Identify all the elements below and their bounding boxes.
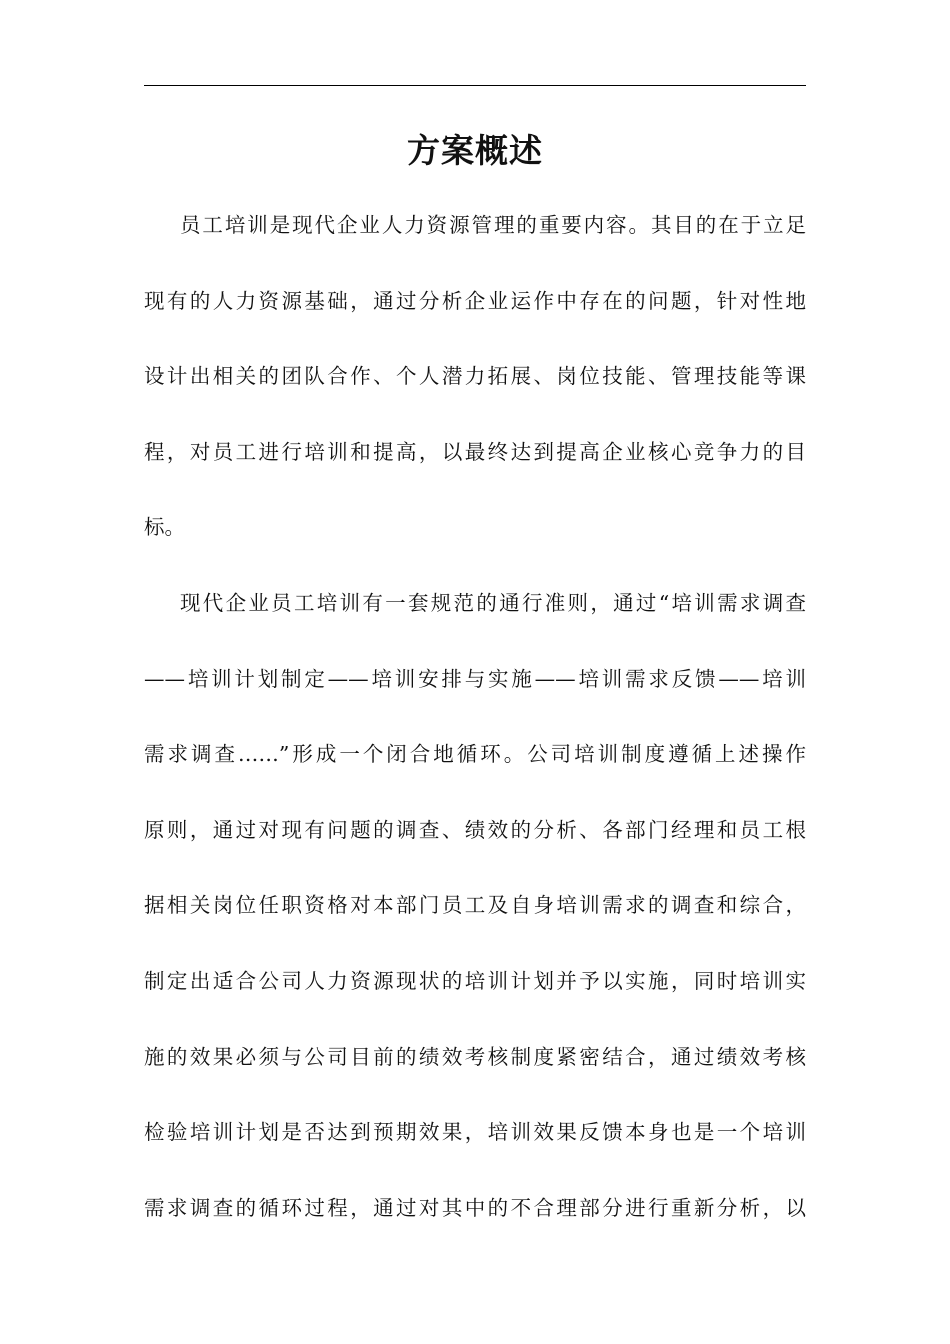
paragraph-2-line-8: 检验培训计划是否达到预期效果，培训效果反馈本身也是一个培训: [144, 1120, 806, 1145]
paragraph-2-line-5: 据相关岗位任职资格对本部门员工及自身培训需求的调查和综合，: [144, 893, 806, 918]
header-rule: [144, 85, 806, 86]
paragraph-2-line-2: ——培训计划制定——培训安排与实施——培训需求反馈——培训: [144, 666, 806, 691]
paragraph-1-line-4: 程，对员工进行培训和提高，以最终达到提高企业核心竞争力的目: [144, 439, 806, 464]
paragraph-2-line-7: 施的效果必须与公司目前的绩效考核制度紧密结合，通过绩效考核: [144, 1044, 806, 1069]
paragraph-2-line-6: 制定出适合公司人力资源现状的培训计划并予以实施，同时培训实: [144, 968, 806, 993]
paragraph-1-line-5: 标。: [144, 515, 185, 540]
paragraph-1-line-2: 现有的人力资源基础，通过分析企业运作中存在的问题，针对性地: [144, 288, 806, 313]
paragraph-2-line-1: 现代企业员工培训有一套规范的通行准则，通过“培训需求调查: [180, 590, 806, 615]
paragraph-2-line-3: 需求调查……”形成一个闭合地循环。公司培训制度遵循上述操作: [144, 742, 806, 767]
paragraph-2-line-4: 原则，通过对现有问题的调查、绩效的分析、各部门经理和员工根: [144, 817, 806, 842]
page-title: 方案概述: [407, 131, 543, 170]
paragraph-1-line-3: 设计出相关的团队合作、个人潜力拓展、岗位技能、管理技能等课: [144, 364, 806, 389]
paragraph-1-line-1: 员工培训是现代企业人力资源管理的重要内容。其目的在于立足: [180, 213, 806, 237]
body-text: [144, 203, 806, 1261]
paragraph-2-line-9: 需求调查的循环过程，通过对其中的不合理部分进行重新分析，以: [144, 1195, 806, 1220]
